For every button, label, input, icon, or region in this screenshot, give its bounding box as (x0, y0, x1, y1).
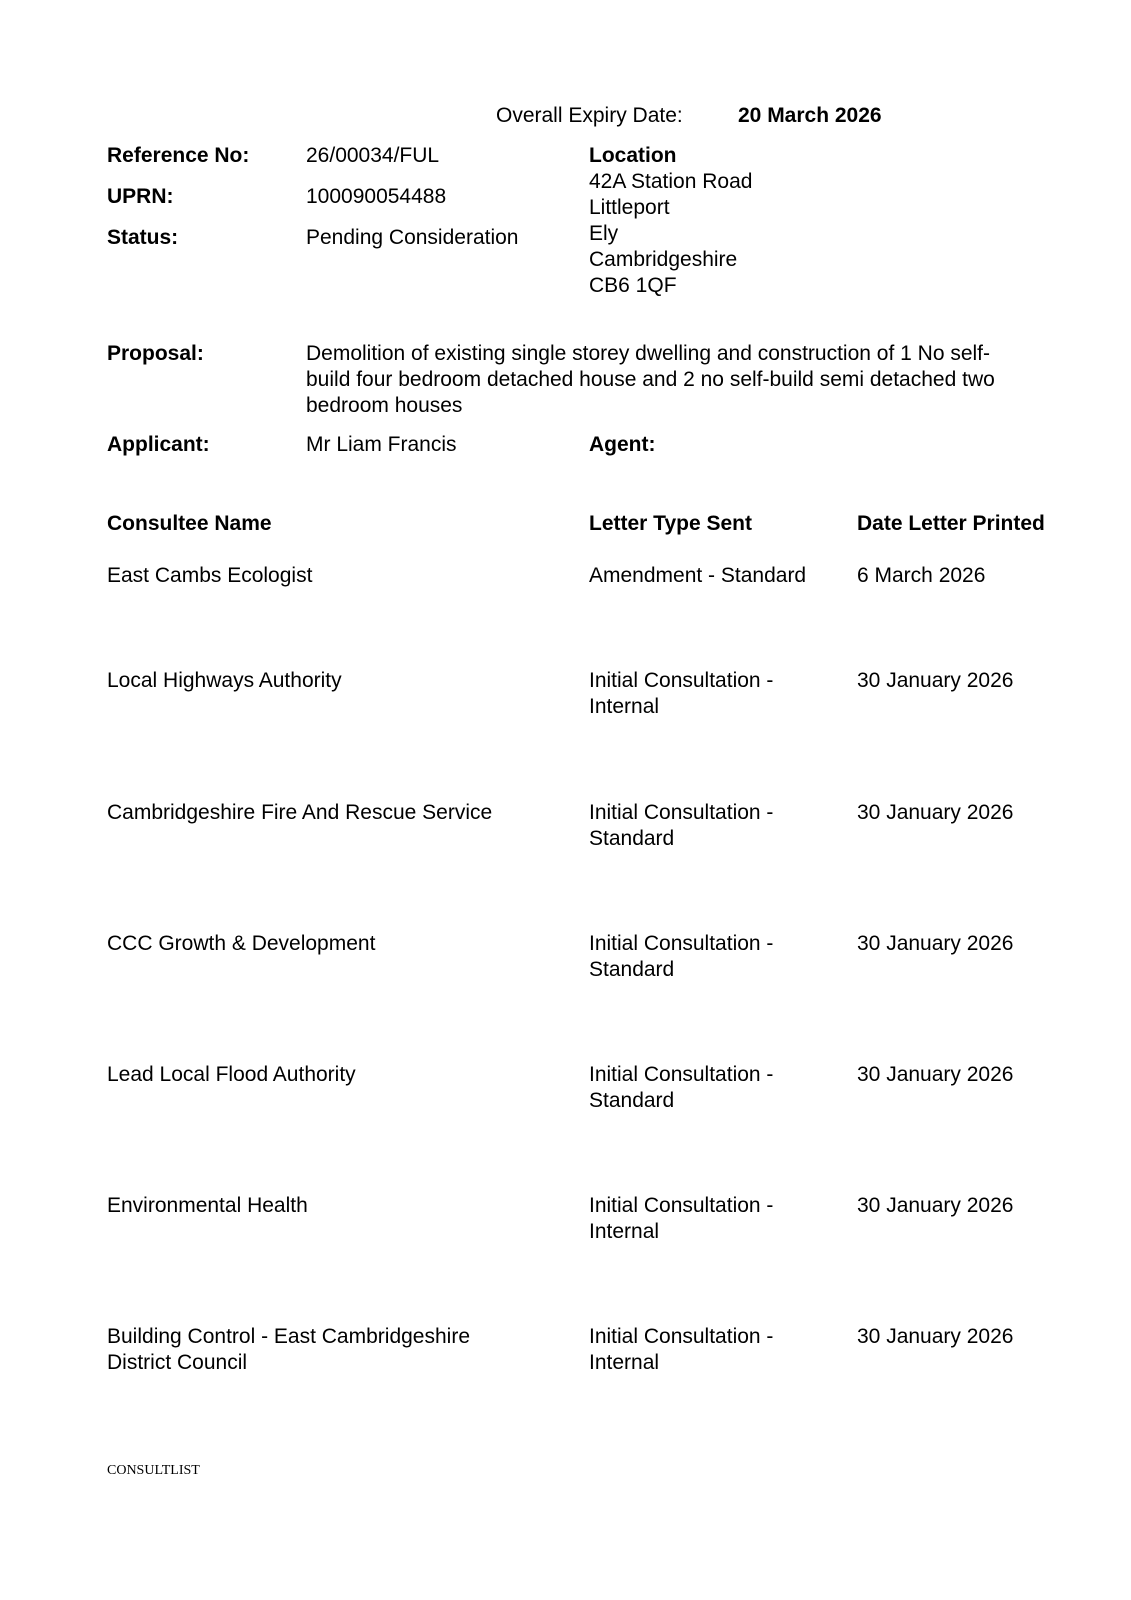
proposal-line: build four bedroom detached house and 2 no self-build semi detached two (306, 368, 995, 391)
location-line: Ely (589, 222, 619, 245)
letter-type (589, 563, 829, 589)
table-header-row (0, 511, 1131, 571)
table-row (0, 563, 1131, 623)
letter-type (589, 668, 829, 720)
table-row (0, 1193, 1131, 1253)
date-printed: 30 January 2026 (857, 1325, 1014, 1348)
consultee-name (107, 563, 567, 589)
reference-value: 26/00034/FUL (306, 144, 440, 167)
date-printed: 6 March 2026 (857, 564, 986, 587)
consultee-name (107, 1193, 567, 1219)
date-printed: 30 January 2026 (857, 669, 1014, 692)
applicant-value: Mr Liam Francis (306, 433, 457, 456)
consultee-name-line: Building Control - East Cambridgeshire (107, 1325, 470, 1348)
consultee-name-line: District Council (107, 1351, 248, 1374)
letter-type-line: Standard (589, 827, 675, 850)
column-header-letter-type: Letter Type Sent (589, 512, 752, 535)
consultee-name (107, 1062, 567, 1088)
status-label: Status: (107, 226, 179, 249)
table-row (0, 931, 1131, 991)
table-row (0, 1324, 1131, 1384)
letter-type (589, 1324, 829, 1376)
expiry-date-value: 20 March 2026 (738, 104, 882, 127)
location-label: Location (589, 144, 677, 167)
proposal-label: Proposal: (107, 342, 204, 365)
consultee-name-line: East Cambs Ecologist (107, 564, 313, 587)
table-row (0, 668, 1131, 728)
consultee-name-line: Lead Local Flood Authority (107, 1063, 356, 1086)
proposal-line: bedroom houses (306, 394, 463, 417)
reference-label: Reference No: (107, 144, 250, 167)
letter-type (589, 1193, 829, 1245)
consultee-name-line: Cambridgeshire Fire And Rescue Service (107, 801, 493, 824)
date-printed: 30 January 2026 (857, 1063, 1014, 1086)
table-row (0, 1062, 1131, 1122)
letter-type-line: Initial Consultation - (589, 1063, 774, 1086)
expiry-date-label: Overall Expiry Date: (496, 104, 683, 127)
table-row (0, 800, 1131, 860)
letter-type-line: Standard (589, 958, 675, 981)
letter-type-line: Initial Consultation - (589, 1194, 774, 1217)
letter-type-line: Initial Consultation - (589, 801, 774, 824)
letter-type-line: Standard (589, 1089, 675, 1112)
consultee-name (107, 1324, 567, 1376)
proposal-line: Demolition of existing single storey dwelling and construction of 1 No self- (306, 342, 991, 365)
proposal-text (306, 341, 1086, 419)
letter-type (589, 1062, 829, 1114)
status-value: Pending Consideration (306, 226, 519, 249)
letter-type-line: Internal (589, 1351, 660, 1374)
date-printed: 30 January 2026 (857, 932, 1014, 955)
location-line: Littleport (589, 196, 670, 219)
consultee-name (107, 800, 567, 826)
date-printed: 30 January 2026 (857, 801, 1014, 824)
letter-type (589, 800, 829, 852)
consultee-name (107, 931, 567, 957)
location-line: Cambridgeshire (589, 248, 738, 271)
location-line: CB6 1QF (589, 274, 677, 297)
consultee-name-line: Local Highways Authority (107, 669, 342, 692)
date-printed: 30 January 2026 (857, 1194, 1014, 1217)
column-header-date-printed: Date Letter Printed (857, 512, 1045, 535)
uprn-value: 100090054488 (306, 185, 447, 208)
footer-code: CONSULTLIST (107, 1463, 200, 1478)
letter-type-line: Internal (589, 1220, 660, 1243)
letter-type (589, 931, 829, 983)
consultee-name (107, 668, 567, 694)
letter-type-line: Initial Consultation - (589, 669, 774, 692)
letter-type-line: Amendment - Standard (589, 564, 807, 587)
letter-type-line: Initial Consultation - (589, 932, 774, 955)
uprn-label: UPRN: (107, 185, 174, 208)
letter-type-line: Initial Consultation - (589, 1325, 774, 1348)
letter-type-line: Internal (589, 695, 660, 718)
location-address (589, 169, 752, 299)
column-header-consultee-name: Consultee Name (107, 512, 272, 535)
agent-label: Agent: (589, 433, 656, 456)
location-line: 42A Station Road (589, 170, 753, 193)
consultee-name-line: Environmental Health (107, 1194, 308, 1217)
consultee-name-line: CCC Growth & Development (107, 932, 376, 955)
applicant-label: Applicant: (107, 433, 210, 456)
